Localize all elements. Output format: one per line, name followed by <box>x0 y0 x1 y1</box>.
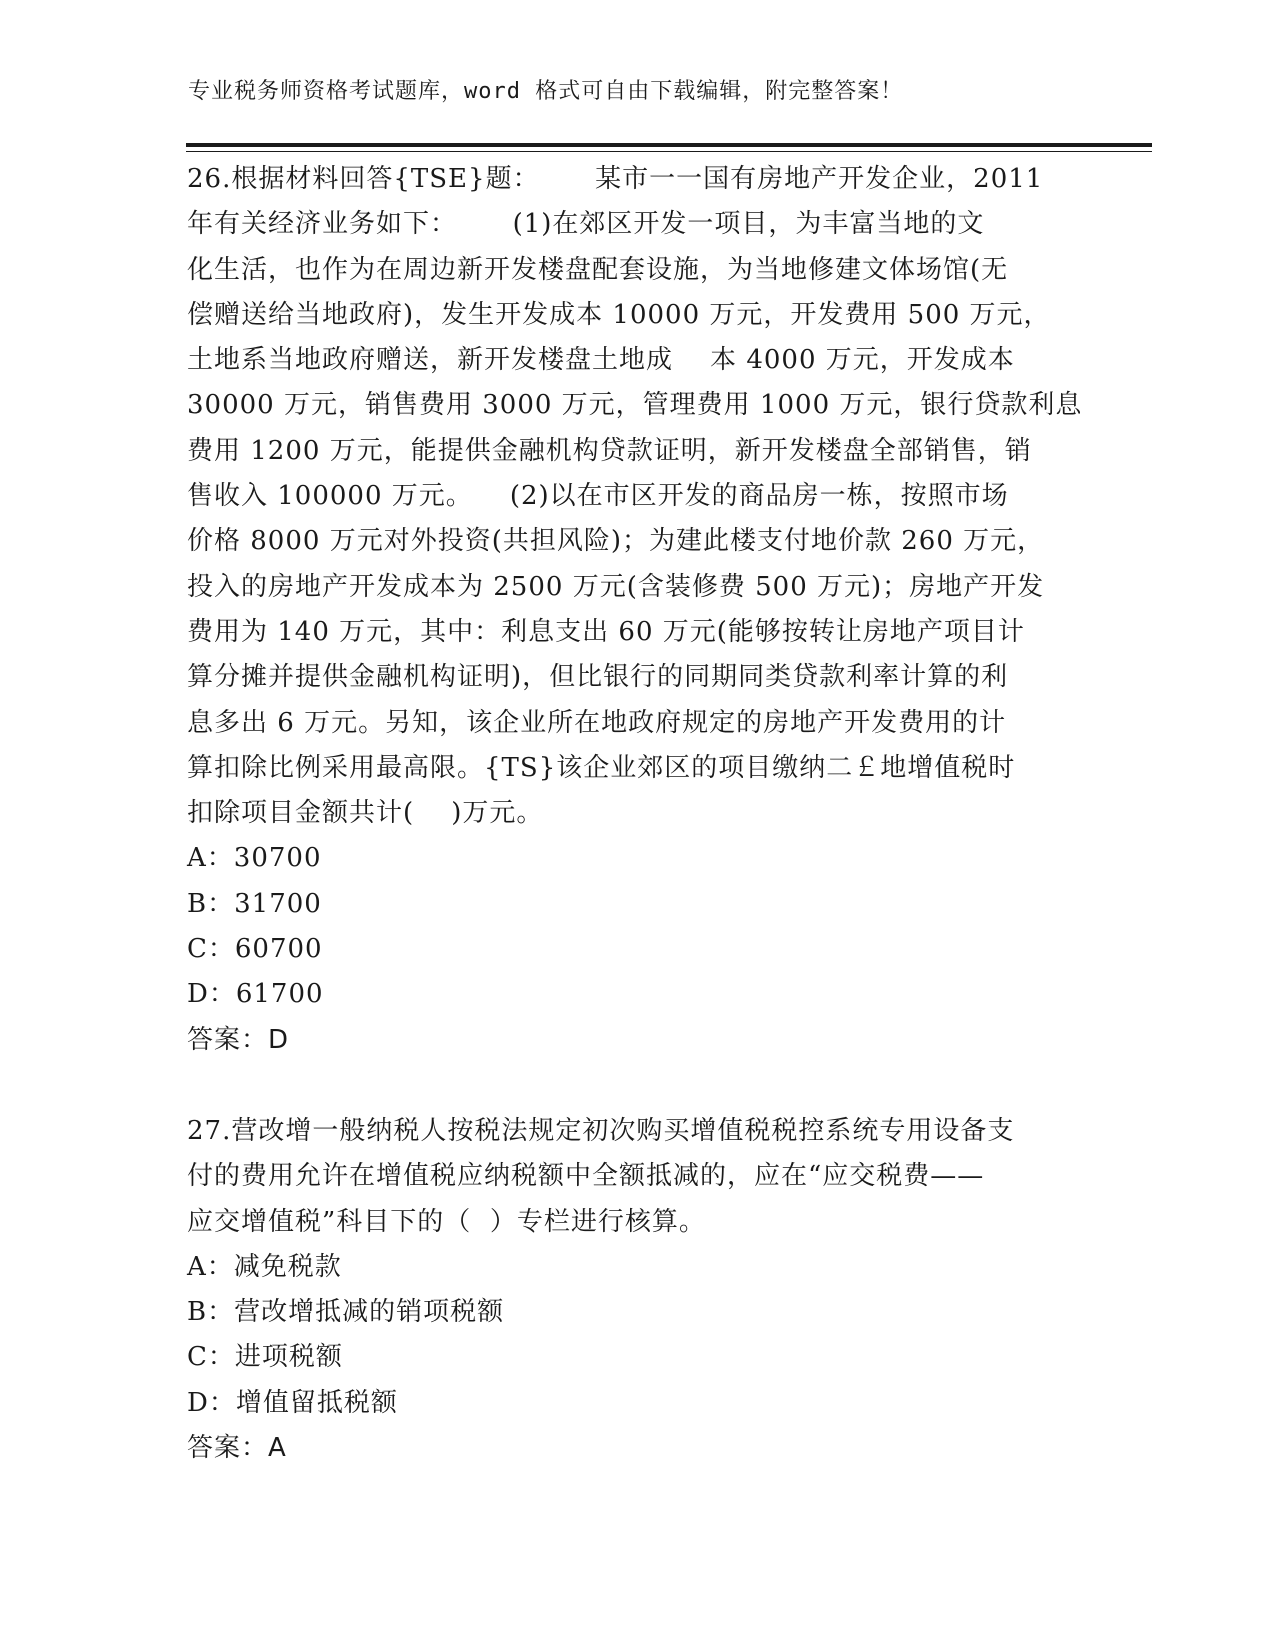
stem-line: 投入的房地产开发成本为 2500 万元(含装修费 500 万元)；房地产开发 <box>187 571 1045 602</box>
option-a: A：30700 <box>187 843 322 874</box>
question-stem <box>187 157 1087 836</box>
stem-line: 偿赠送给当地政府)，发生开发成本 10000 万元，开发费用 500 万元， <box>187 299 1051 330</box>
option-d: D：增值留抵税额 <box>187 1387 398 1418</box>
stem-line: 付的费用允许在增值税应纳税额中全额抵减的，应在“应交税费—— <box>187 1161 985 1192</box>
page-header: 专业税务师资格考试题库，word 格式可自由下载编辑，附完整答案！ <box>188 79 904 104</box>
stem-line: 息多出 6 万元。另知，该企业所在地政府规定的房地产开发费用的计 <box>187 707 1007 738</box>
option-list <box>187 1245 1087 1426</box>
stem-line: 年有关经济业务如下： (1)在郊区开发一项目，为丰富当地的文 <box>187 209 985 240</box>
question-stem <box>187 1109 1087 1245</box>
stem-line: 26.根据材料回答{TSE}题： 某市一一国有房地产开发企业，2011 <box>187 164 1044 194</box>
header-rule-thick <box>186 143 1152 147</box>
stem-line: 30000 万元，销售费用 3000 万元，管理费用 1000 万元，银行贷款利息 <box>187 390 1083 421</box>
option-a: A：减免税款 <box>187 1251 342 1282</box>
stem-line: 售收入 100000 万元。 (2)以在市区开发的商品房一栋，按照市场 <box>187 481 1009 512</box>
stem-line: 费用为 140 万元，其中：利息支出 60 万元(能够按转让房地产项目计 <box>187 616 1025 647</box>
option-c: C：60700 <box>187 934 323 965</box>
stem-line: 算扣除比例采用最高限。{TS}该企业郊区的项目缴纳二￡地增值税时 <box>187 752 1016 783</box>
stem-line: 扣除项目金额共计( )万元。 <box>187 798 544 829</box>
stem-line: 化生活，也作为在周边新开发楼盘配套设施，为当地修建文体场馆(无 <box>187 254 1009 285</box>
answer: 答案：D <box>187 1024 290 1055</box>
option-b: B：营改增抵减的销项税额 <box>187 1297 505 1328</box>
header-rule-thin <box>186 151 1152 152</box>
question-26 <box>187 157 1087 1063</box>
stem-line: 应交增值税”科目下的（ ）专栏进行核算。 <box>187 1206 706 1237</box>
answer: 答案：A <box>187 1433 287 1464</box>
stem-line: 价格 8000 万元对外投资(共担风险)；为建此楼支付地价款 260 万元， <box>187 526 1045 557</box>
option-d: D：61700 <box>187 979 324 1010</box>
question-27 <box>187 1109 1087 1471</box>
option-b: B：31700 <box>187 888 322 919</box>
stem-line: 费用 1200 万元，能提供金融机构贷款证明，新开发楼盘全部销售，销 <box>187 435 1032 466</box>
stem-line: 算分摊并提供金融机构证明)，但比银行的同期同类贷款利率计算的利 <box>187 662 1009 693</box>
stem-line: 27.营改增一般纳税人按税法规定初次购买增值税税控系统专用设备支 <box>187 1115 1015 1146</box>
option-list <box>187 836 1087 1017</box>
stem-line: 土地系当地政府赠送，新开发楼盘土地成 本 4000 万元，开发成本 <box>187 345 1015 376</box>
option-c: C：进项税额 <box>187 1342 343 1373</box>
question-spacer <box>187 1063 1087 1109</box>
question-list <box>187 157 1087 1471</box>
